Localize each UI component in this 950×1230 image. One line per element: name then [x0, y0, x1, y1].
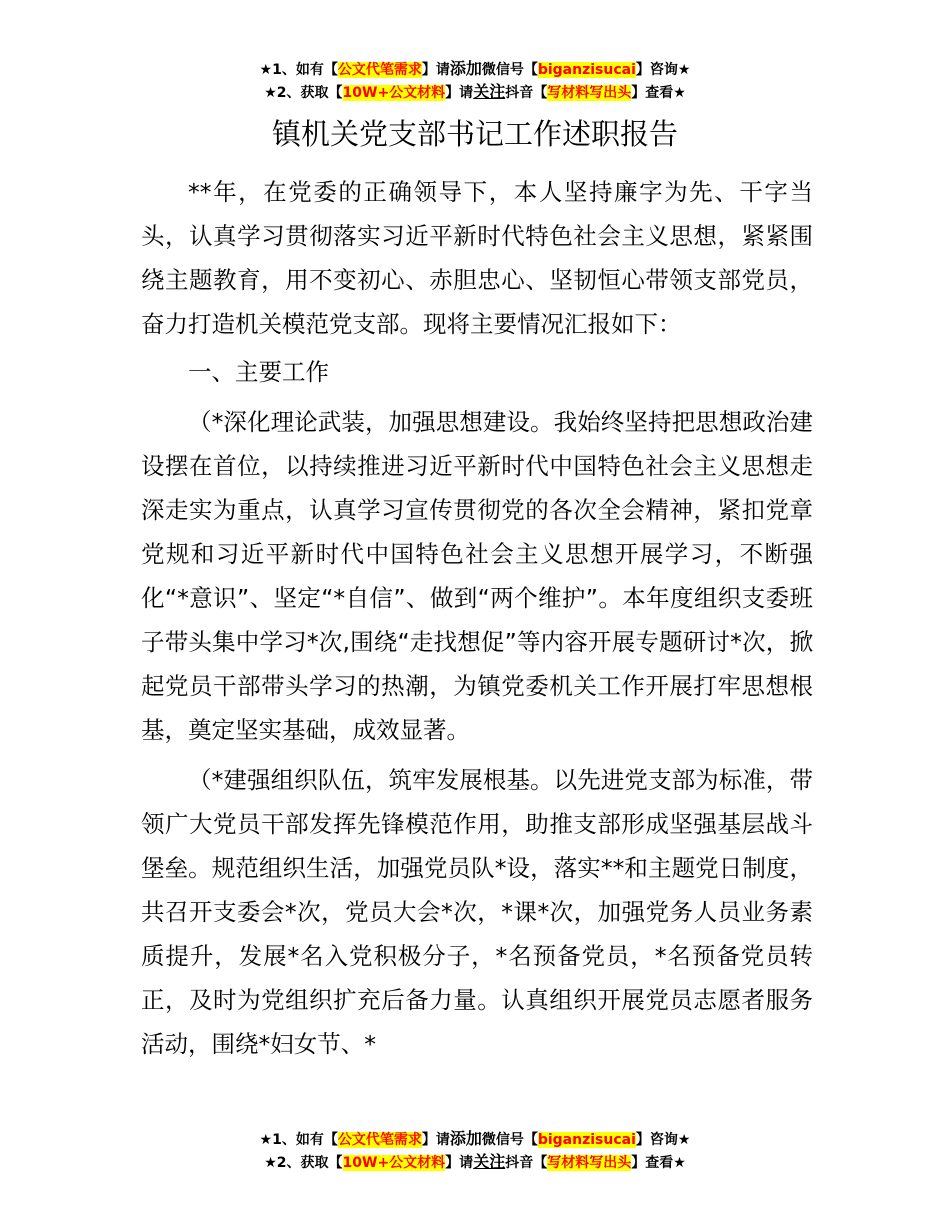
- promo-highlight: 写材料写出头: [547, 85, 632, 101]
- promo-highlight: biganzisucai: [537, 1132, 636, 1148]
- promo-footer: [0, 1128, 950, 1174]
- promo-highlight: 公文代笔需求: [337, 1132, 422, 1148]
- promo-highlight: biganzisucai: [537, 62, 636, 78]
- promo-line-2: ★2、获取【10W+公文材料】请关注抖音【写材料写出头】查看★: [264, 82, 686, 101]
- promo-header: [0, 58, 950, 104]
- promo-highlight: 公文代笔需求: [337, 62, 422, 78]
- paragraph: （*深化理论武装，加强思想建设。我始终坚持把思想政治建设摆在首位，以持续推进习近平新时代中国特色社会主义思想走深走实为重点，认真学习宣传贯彻党的各次全会精神，紧扣党章党规和习近平新时代中国特色社会主义思想开展学习，不断强化“*意识”、坚定“*自信”、做到“两个维护”。本年度组织支委班子带头集中学习*次,围绕“走找想促”等内容开展专题研讨*次，掀起党员干部带头学习的热潮，为镇党委机关工作开展打牢思想根基，奠定坚实基础，成效显著。: [141, 408, 813, 744]
- promo-highlight: 写材料写出头: [547, 1155, 632, 1171]
- promo-line-2: ★2、获取【10W+公文材料】请关注抖音【写材料写出头】查看★: [264, 1152, 686, 1171]
- promo-line-1: ★1、如有【公文代笔需求】请添加微信号【biganzisucai】咨询★: [259, 59, 691, 78]
- document-title: 镇机关党支部书记工作述职报告: [271, 117, 678, 151]
- paragraph: （*建强组织队伍，筑牢发展根基。以先进党支部为标准，带领广大党员干部发挥先锋模范作用，助推支部形成坚强基层战斗堡垒。规范组织生活，加强党员队*设，落实**和主题党日制度，共召开支委会*次，党员大会*次，*课*次，加强党务人员业务素质提升，发展*名入党积极分子，*名预备党员，*名预备党员转正，及时为党组织扩充后备力量。认真组织开展党员志愿者服务活动，围绕*妇女节、*: [141, 766, 813, 1058]
- promo-highlight: 10W+公文材料: [342, 85, 446, 101]
- section-heading: 一、主要工作: [188, 358, 329, 386]
- document-body: [141, 170, 813, 1066]
- promo-line-1: ★1、如有【公文代笔需求】请添加微信号【biganzisucai】咨询★: [259, 1129, 691, 1148]
- promo-highlight: 10W+公文材料: [342, 1155, 446, 1171]
- paragraph: **年，在党委的正确领导下，本人坚持廉字为先、干字当头，认真学习贯彻落实习近平新时代特色社会主义思想，紧紧围绕主题教育，用不变初心、赤胆忠心、坚韧恒心带领支部党员，奋力打造机关模范党支部。现将主要情况汇报如下：: [141, 178, 813, 338]
